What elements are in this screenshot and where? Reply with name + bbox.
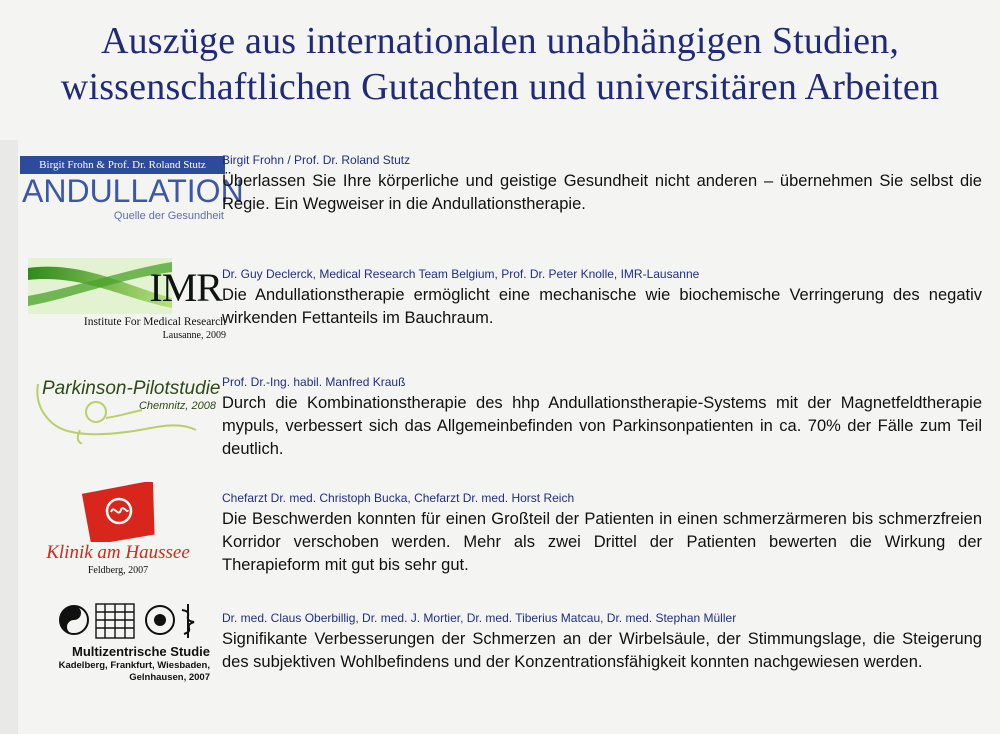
- study-authors: Chefarzt Dr. med. Christoph Bucka, Chefarzt Dr. med. Horst Reich: [222, 491, 575, 505]
- parkinson-logo: [20, 372, 220, 444]
- parkinson-logo-word: Parkinson-Pilotstudie: [42, 378, 221, 399]
- study-authors: Prof. Dr.-Ing. habil. Manfred Krauß: [222, 375, 406, 389]
- klinik-logo-word: Klinik am Haussee: [46, 542, 190, 563]
- multizentrische-logo-name: Multizentrische Studie: [72, 644, 210, 659]
- klinik-logo-sub: Feldberg, 2007: [87, 565, 149, 576]
- study-text: Die Andullationstherapie ermöglicht eine mechanische wie biochemische Verringerung des negativ wirkenden Fettanteils im Bauchraum.: [222, 286, 982, 327]
- study-authors: Birgit Frohn / Prof. Dr. Roland Stutz: [222, 153, 411, 167]
- study-authors: Dr. Guy Declerck, Medical Research Team Belgium, Prof. Dr. Peter Knolle, IMR-Lausanne: [222, 267, 700, 281]
- study-text: Signifikante Verbesserungen der Schmerzen an der Wirbelsäule, der Stimmungslage, die Steigerung des subjektiven Wohlbefindens und der Konzentrationsfähigkeit konnten nachgewiesen werden.: [222, 630, 982, 671]
- study-text: Die Beschwerden konnten für einen Großteil der Patienten in einen schmerzärmeren bis schmerzfreien Korridor verschoben werden. Mehr als zwei Drittel der Patienten bewerten die Wirkung der Therapieform mit gut bis sehr gut.: [222, 510, 982, 574]
- multizentrische-logo-locations-year: Gelnhausen, 2007: [129, 672, 210, 683]
- study-authors: Dr. med. Claus Oberbillig, Dr. med. J. Mortier, Dr. med. Tiberius Matcau, Dr. med. Stephan Müller: [222, 611, 737, 625]
- andullation-logo-sub: Quelle der Gesundheit: [113, 210, 224, 222]
- imr-institute-name: Institute For Medical Research: [83, 316, 226, 328]
- parkinson-logo-sub: Chemnitz, 2008: [138, 400, 216, 412]
- page-title: [0, 18, 1000, 110]
- study-entry-2: [222, 266, 982, 330]
- imr-logo: [22, 258, 228, 344]
- study-text: Durch die Kombinationstherapie des hhp Andullationstherapie-Systems mit der Magnetfeldtherapie mypuls, verbessert sich das Allgemeinbefinden von Parkinsonpatienten in ca. 70% der Fälle zum Teil deutlich.: [222, 394, 982, 458]
- klinik-logo: [24, 482, 212, 582]
- study-entry-5: [222, 610, 982, 674]
- imr-logo-word: IMR: [149, 265, 222, 310]
- andullation-logo: [20, 156, 244, 228]
- andullation-logo-bar: Birgit Frohn & Prof. Dr. Roland Stutz: [20, 156, 225, 174]
- title-line-2: wissenschaftlichen Gutachten und universitären Arbeiten: [60, 66, 940, 108]
- title-line-1: Auszüge aus internationalen unabhängigen Studien,: [100, 20, 900, 62]
- klinik-emblem-icon: [24, 482, 212, 542]
- multizentrische-emblems-icon: [10, 598, 214, 644]
- study-text: Überlassen Sie Ihre körperliche und geistige Gesundheit nicht anderen – übernehmen Sie selbst die Regie. Ein Wegweiser in die Andullationstherapie.: [222, 172, 982, 213]
- imr-location: Lausanne, 2009: [162, 330, 226, 341]
- andullation-logo-word: ANDULLATION: [22, 173, 244, 209]
- multizentrische-logo: [10, 598, 214, 688]
- multizentrische-logo-locations: Kadelberg, Frankfurt, Wiesbaden,: [58, 660, 210, 671]
- study-entry-4: [222, 490, 982, 577]
- study-entry-3: [222, 374, 982, 461]
- study-entry-1: [222, 152, 982, 216]
